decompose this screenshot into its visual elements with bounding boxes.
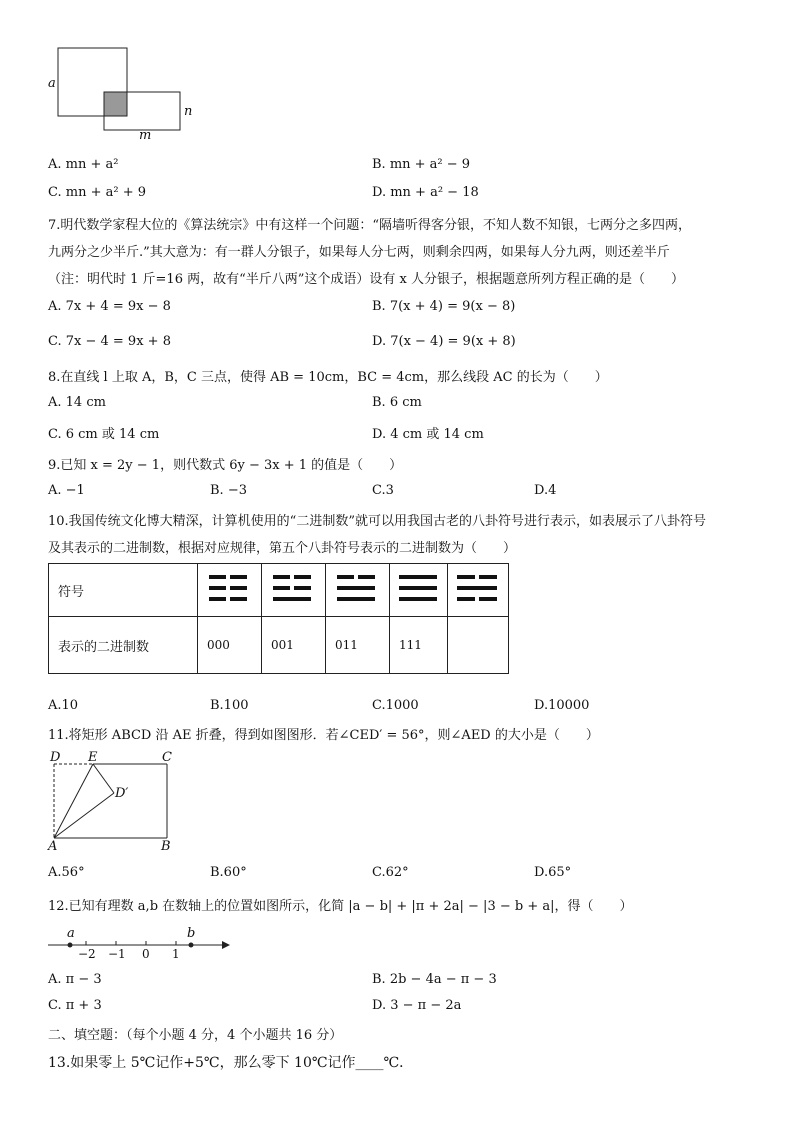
q9-option-c[interactable]: C.3 xyxy=(372,483,394,498)
axis-label-b: b xyxy=(187,926,196,941)
q12-option-b[interactable]: B. 2b − 4a − π − 3 xyxy=(372,972,497,987)
q11-figure xyxy=(44,750,184,850)
q11-option-a[interactable]: A.56° xyxy=(48,865,85,880)
q7-line2: 九两分之少半斤.”其大意为：有一群人分银子，如果每人分七两，则剩余四两，如果每人分九两，则还差半斤 xyxy=(48,245,670,260)
q9-stem: 9.已知 x = 2y − 1，则代数式 6y − 3x + 1 的值是（ ） xyxy=(48,458,403,473)
q7-option-b[interactable]: B. 7(x + 4) = 9(x − 8) xyxy=(372,299,516,314)
q10-line2: 及其表示的二进制数，根据对应规律，第五个八卦符号表示的二进制数为（ ） xyxy=(48,541,517,556)
q12-option-d[interactable]: D. 3 − π − 2a xyxy=(372,998,462,1013)
trigram-3 xyxy=(326,564,390,617)
q12-option-a[interactable]: A. π − 3 xyxy=(48,972,102,987)
table-header-binary: 表示的二进制数 xyxy=(49,617,198,674)
q11-option-c[interactable]: C.62° xyxy=(372,865,409,880)
binary-value-1: 000 xyxy=(198,617,262,674)
q10-option-c[interactable]: C.1000 xyxy=(372,698,419,713)
binary-value-2: 001 xyxy=(262,617,326,674)
fig11-label-a: A xyxy=(48,839,58,854)
fig6-label-a: a xyxy=(48,76,56,91)
shaded-overlap xyxy=(104,92,127,116)
q7-option-a[interactable]: A. 7x + 4 = 9x − 8 xyxy=(48,299,171,314)
axis-label-a: a xyxy=(67,926,75,941)
q11-option-d[interactable]: D.65° xyxy=(534,865,572,880)
q8-option-d[interactable]: D. 4 cm 或 14 cm xyxy=(372,427,484,442)
q8-option-b[interactable]: B. 6 cm xyxy=(372,395,422,410)
table-header-symbol: 符号 xyxy=(49,564,198,617)
q8-stem: 8.在直线 l 上取 A，B，C 三点，使得 AB = 10cm，BC = 4cm，那么线段 AC 的长为（ ） xyxy=(48,370,608,385)
q9-option-a[interactable]: A. −1 xyxy=(48,483,85,498)
q8-option-a[interactable]: A. 14 cm xyxy=(48,395,106,410)
q7-option-d[interactable]: D. 7(x − 4) = 9(x + 8) xyxy=(372,334,516,349)
axis-tick-1: 1 xyxy=(172,947,180,961)
axis-tick-neg1: −1 xyxy=(108,947,126,961)
fig11-label-e: E xyxy=(88,750,98,765)
q10-option-a[interactable]: A.10 xyxy=(48,698,79,713)
fig11-label-c: C xyxy=(162,750,172,765)
q12-stem: 12.已知有理数 a,b 在数轴上的位置如图所示，化简 |a − b| + |π + 2a| − |3 − b + a|，得（ ） xyxy=(48,899,633,914)
q10-option-b[interactable]: B.100 xyxy=(210,698,249,713)
q11-stem: 11.将矩形 ABCD 沿 AE 折叠，得到如图图形．若∠CED′ = 56°，则∠AED 的大小是（ ） xyxy=(48,728,599,743)
binary-value-3: 011 xyxy=(326,617,390,674)
q6-option-c[interactable]: C. mn + a² + 9 xyxy=(48,185,146,200)
fig11-label-dprime: D′ xyxy=(115,786,129,801)
q13-stem: 13.如果零上 5℃记作+5℃，那么零下 10℃记作____℃． xyxy=(48,1055,414,1071)
fig6-label-n: n xyxy=(184,104,193,119)
q9-option-b[interactable]: B. −3 xyxy=(210,483,247,498)
trigram-1 xyxy=(198,564,262,617)
trigram-5 xyxy=(448,564,509,617)
q6-option-d[interactable]: D. mn + a² − 18 xyxy=(372,185,479,200)
trigram-4 xyxy=(390,564,448,617)
q11-option-b[interactable]: B.60° xyxy=(210,865,247,880)
q8-option-c[interactable]: C. 6 cm 或 14 cm xyxy=(48,427,160,442)
q7-line1: 7.明代数学家程大位的《算法统宗》中有这样一个问题：“隔墙听得客分银，不知人数不知银，七两分之多四两， xyxy=(48,218,692,233)
q7-option-c[interactable]: C. 7x − 4 = 9x + 8 xyxy=(48,334,171,349)
q10-line1: 10.我国传统文化博大精深，计算机使用的“二进制数”就可以用我国古老的八卦符号进行表示，如表展示了八卦符号 xyxy=(48,514,706,529)
q10-option-d[interactable]: D.10000 xyxy=(534,698,590,713)
axis-tick-0: 0 xyxy=(142,947,150,961)
section-title-fill-blank: 二、填空题：（每个小题 4 分，4 个小题共 16 分） xyxy=(48,1028,343,1043)
binary-value-5 xyxy=(448,617,509,674)
q6-figure xyxy=(40,40,210,145)
fig6-label-m: m xyxy=(139,128,152,143)
q6-option-a[interactable]: A. mn + a² xyxy=(48,157,119,172)
fig11-label-b: B xyxy=(161,839,171,854)
binary-value-4: 111 xyxy=(390,617,448,674)
q12-option-c[interactable]: C. π + 3 xyxy=(48,998,102,1013)
fig11-label-d: D xyxy=(50,750,61,765)
bagua-table xyxy=(48,563,509,674)
axis-tick-neg2: −2 xyxy=(78,947,96,961)
q7-line3: （注：明代时 1 斤=16 两，故有“半斤八两”这个成语）设有 x 人分银子，根据题意所列方程正确的是（ ） xyxy=(48,272,684,287)
q9-option-d[interactable]: D.4 xyxy=(534,483,557,498)
q6-option-b[interactable]: B. mn + a² − 9 xyxy=(372,157,471,172)
trigram-2 xyxy=(262,564,326,617)
